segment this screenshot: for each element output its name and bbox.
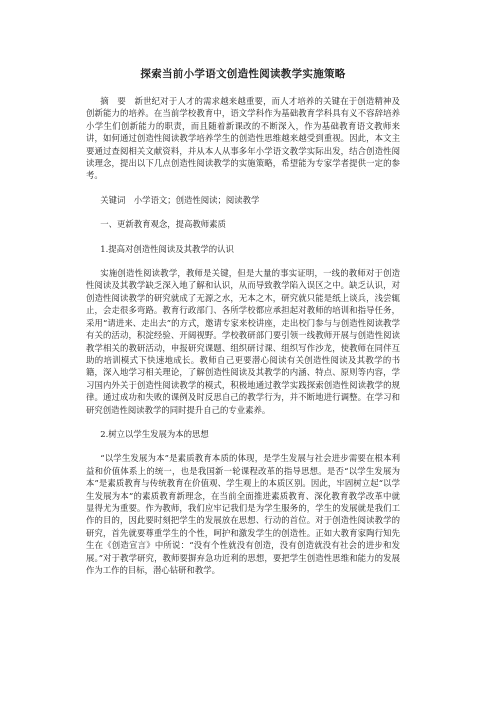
- subsection-heading-2: 2.树立以学生发展为本的思想: [100, 428, 209, 439]
- body-paragraph-2: “以学生发展为本”是素质教育本质的体现，是学生发展与社会进步需要在根本利益和价值体系上的统一，也是我国新一轮课程改革的指导思想。是否“以学生发展为本”是素质教育与传统教育在价值观、学生观上的本质区别。因此，牢固树立起“以学生发展为本”的素质教育新理念，在当前全面推进素质教育、深化教育教学改革中就显得尤为重要。作为教师，我们应牢记我们是为学生服务的，学生的发展就是我们工作的目的，因此要时刻把学生的发展放在思想、行动的首位。对于创造性阅读教学的研究，首先就要尊重学生的个性，呵护和激发学生的创造性。正如大教育家陶行知先生在《创造宣言》中所说：“没有个性就没有创造，没有创造就没有社会的进步和发展。”对于教学研究，教师要摒弃急功近利的思想，要把学生创造性思维和能力的发展作为工作的目标，潜心钻研和教学。: [86, 453, 400, 575]
- spacer: [86, 440, 400, 452]
- subsection-heading-1: 1.提高对创造性阅读及其教学的认识: [100, 243, 234, 254]
- section-heading-1: 一、更新教育观念，提高教师素质: [100, 219, 226, 230]
- spacer: [86, 255, 400, 267]
- spacer: [86, 231, 400, 243]
- abstract-paragraph: 摘 要 新世纪对于人才的需求越来越重要，而人才培养的关键在于创造精神及创新能力的培养。在当前学校教育中，语文学科作为基础教育学科具有义不容辞培养小学生们创新能力的职责，而且随着新课改的不断深入，作为基础教育语文教师来讲，如何通过创造性阅读教学培养学生的创造性思维越来越受到重视。因此，本文主要通过查阅相关文献资料，并从本人从事多年小学语文教学实际出发，结合创造性阅读理念，提出以下几点创造性阅读教学的实施策略，希望能为专家学者提供一定的参考。: [86, 96, 400, 181]
- keywords-line: 关键词 小学语文；创造性阅读；阅读教学: [100, 194, 260, 205]
- spacer: [86, 182, 400, 194]
- body-paragraph-1: 实施创造性阅读教学，教师是关键，但是大量的事实证明，一线的教师对于创造性阅读及其教学缺乏深入地了解和认识，从而导致教学陷入误区之中。缺乏认识，对创造性阅读教学的研究就成了无源之水，无本之木，研究就只能是纸上谈兵，浅尝辄止，会走很多弯路。教育行政部门、各所学校都应承担起对教师的培训和指导任务，采用“请进来、走出去”的方式，邀请专家来校讲座，走出校门参与与创造性阅读教学有关的活动，积淀经验、开阔视野。学校教研部门要引领一线教师开展与创造性阅读教学相关的教研活动，申报研究课题、组织研讨课、组织写作沙龙，使教师在同伴互助的培训模式下快速地成长。教师自己更要潜心阅读有关创造性阅读及其教学的书籍，深入地学习相关理论，了解创造性阅读及其教学的内涵、特点、原则等内容，学习国内外关于创造性阅读教学的模式，积极地通过教学实践探索创造性阅读教学的规律。通过成功和失败的课例及时反思自己的教学行为，并不断地进行调整。在学习和研究创造性阅读教学的同时提升自己的专业素养。: [86, 268, 400, 415]
- spacer: [86, 206, 400, 218]
- document-title: 探索当前小学语文创造性阅读教学实施策略: [140, 68, 346, 80]
- spacer: [86, 416, 400, 428]
